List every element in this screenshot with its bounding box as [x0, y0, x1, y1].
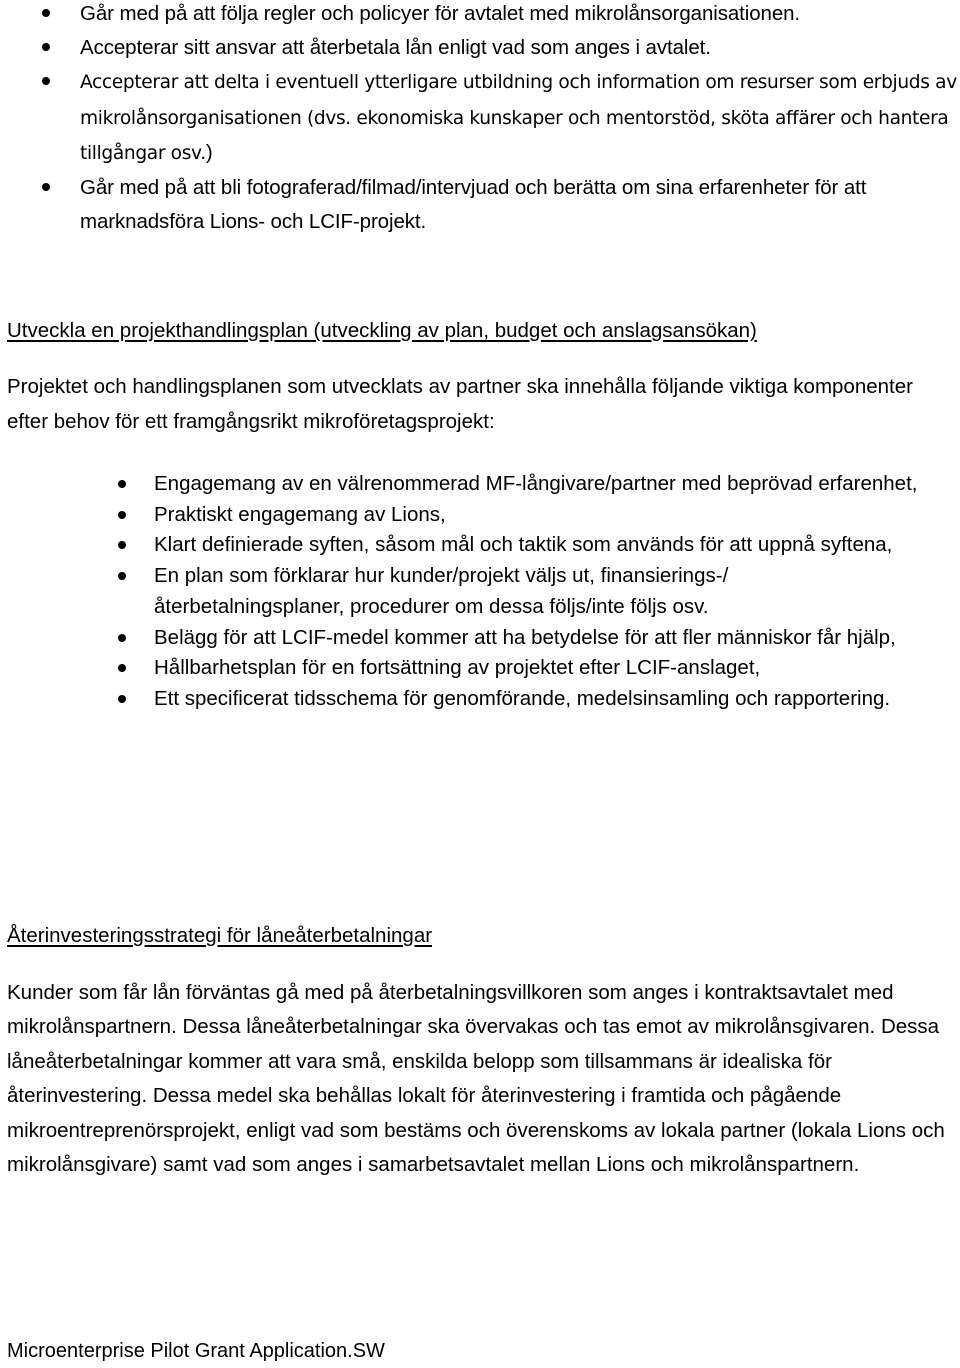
bullet-text: Går med på att följa regler och policyer för avtalet med mikrolånsorganisationen.	[80, 2, 801, 25]
list-item	[0, 171, 958, 239]
list-item	[0, 0, 958, 31]
bullet-text: Accepterar att delta i eventuell ytterligare utbildning och information om resurser som erbjuds av mikrolånsorganisationen (dvs. ekonomiska kunskaper och mentorstöd, sköta affärer och hantera tillgångar osv.	[80, 72, 957, 164]
list-item: Praktiskt engagemang av Lions,	[0, 500, 958, 531]
page-footer: Microenterprise Pilot Grant Application.SW	[7, 1340, 385, 1362]
bullet-text: Går med på att bli fotograferad/filmad/intervjuad och berätta om sina erfarenheter för att marknadsföra Lions- och LCIF-projekt.	[80, 176, 867, 234]
list-item: Engagemang av en välrenommerad MF-långivare/partner med beprövad erfarenhet,	[0, 469, 958, 500]
list-item: Hållbarhetsplan för en fortsättning av projektet efter LCIF-anslaget,	[0, 653, 958, 684]
section-heading-reinvestment: Återinvesteringsstrategi för låneåterbetalningar	[7, 924, 433, 947]
section-body-reinvestment: Kunder som får lån förväntas gå med på återbetalningsvillkoren som anges i kontraktsavtalet med mikrolånspartnern. Dessa låneåterbetalningar ska övervakas och tas emot av mikrolånsgivaren. Dessa låneåterbetalningar kommer att vara små, enskilda belopp som tillsammans är idealiska för återinvestering. Dessa medel ska behållas lokalt för återinvestering i framtida och pågående mikroentreprenörsprojekt, enligt vad som bestäms och överenskoms av lokala partner (lokala Lions och mikrolånsgivare) samt vad som anges i samarbetsavtalet mellan Lions och mikrolånspartnern.	[7, 981, 945, 1177]
list-item	[0, 31, 958, 65]
section-heading-plan: Utveckla en projekthandlingsplan (utveckling av plan, budget och anslagsansökan)	[7, 319, 757, 342]
list-item	[0, 65, 958, 171]
list-item: En plan som förklarar hur kunder/projekt väljs ut, finansierings-/återbetalningsplaner, procedurer om dessa följs/inte följs osv.	[0, 561, 958, 622]
bullet-text: Accepterar sitt ansvar att återbetala lån enligt vad som anges i avtalet.	[80, 36, 711, 60]
agreement-bullet-list	[0, 0, 958, 239]
plan-components-list	[0, 469, 958, 715]
list-item: Klart definierade syften, såsom mål och taktik som används för att uppnå syftena,	[0, 530, 958, 561]
bullet-text-end: )	[205, 140, 213, 164]
section-intro-plan: Projektet och handlingsplanen som utvecklats av partner ska innehålla följande viktiga komponenter efter behov för ett framgångsrikt mikroföretagsprojekt:	[7, 375, 913, 433]
list-item: Belägg för att LCIF-medel kommer att ha betydelse för att fler människor får hjälp,	[0, 623, 958, 654]
list-item: Ett specificerat tidsschema för genomförande, medelsinsamling och rapportering.	[0, 684, 958, 715]
